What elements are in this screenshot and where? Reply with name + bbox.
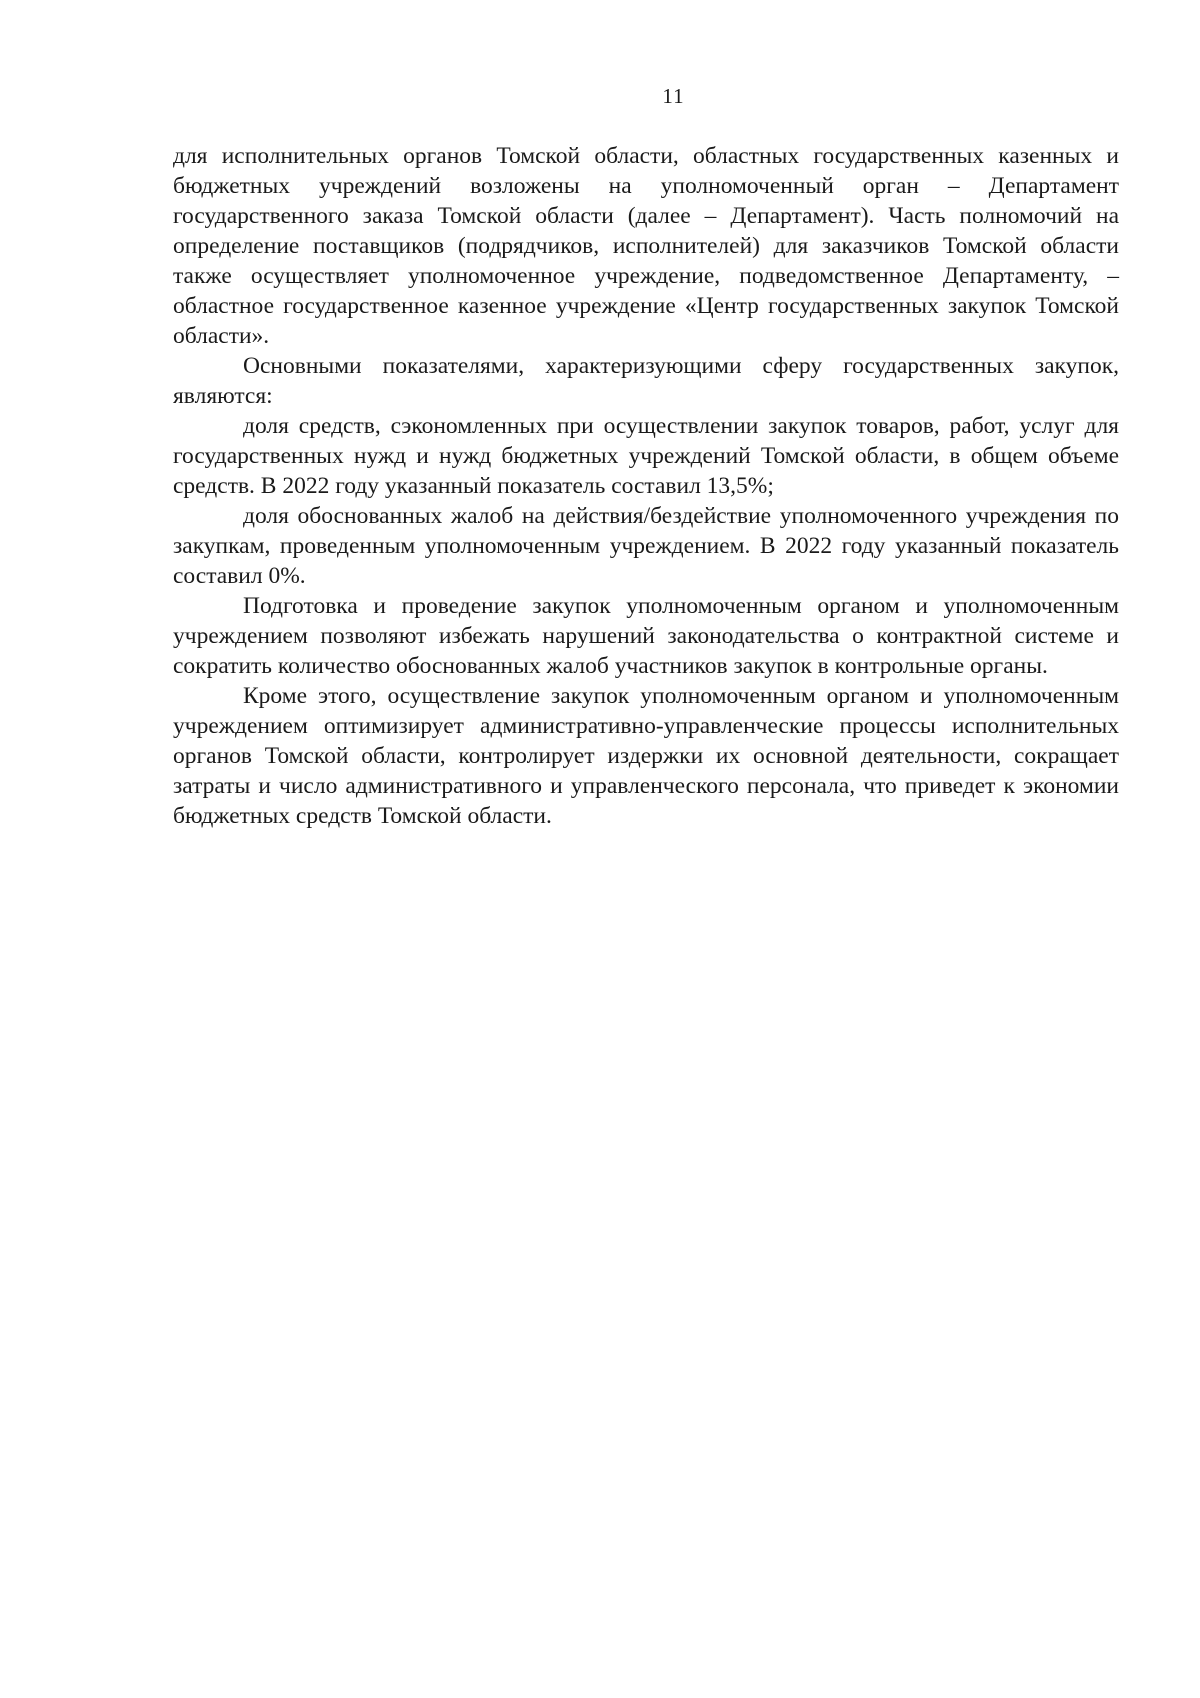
paragraph-continuation: для исполнительных органов Томской области, областных государственных казенных и бюджетных учреждений возложены на уполномоченный орган – Департамент государственного заказа Томской области (далее – Департамент). Часть полномочий на определение поставщиков (подрядчиков, исполнителей) для заказчиков Томской области также осуществляет уполномоченное учреждение, подведомственное Департаменту, – областное государственное казенное учреждение «Центр государственных закупок Томской области». (173, 143, 1119, 349)
paragraph-preparation: Подготовка и проведение закупок уполномоченным органом и уполномоченным учреждением позволяют избежать нарушений законодательства о контрактной системе и сократить количество обоснованных жалоб участников закупок в контрольные органы. (173, 593, 1119, 679)
page-number: 11 (662, 84, 685, 108)
paragraph-optimization: Кроме этого, осуществление закупок уполномоченным органом и уполномоченным учреждением оптимизирует административно-управленческие процессы исполнительных органов Томской области, контролирует издержки их основной деятельности, сокращает затраты и число административного и управленческого персонала, что приведет к экономии бюджетных средств Томской области. (173, 683, 1119, 829)
paragraph-complaints-share: доля обоснованных жалоб на действия/бездействие уполномоченного учреждения по закупкам, проведенным уполномоченным учреждением. В 2022 году указанный показатель составил 0%. (173, 503, 1119, 589)
paragraph-indicators-intro: Основными показателями, характеризующими сферу государственных закупок, являются: (173, 353, 1119, 409)
document-body (173, 141, 1119, 831)
paragraph-savings-share: доля средств, сэкономленных при осуществлении закупок товаров, работ, услуг для государственных нужд и нужд бюджетных учреждений Томской области, в общем объеме средств. В 2022 году указанный показатель составил 13,5%; (173, 413, 1119, 499)
